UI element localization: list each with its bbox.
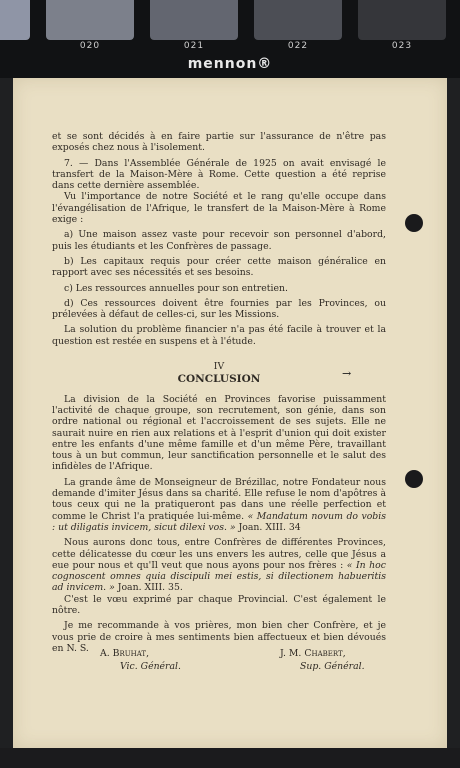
latin-quote: « Mandatum novum do vobis : ut diligatis invicem, sicut dilexi vos. » — [52, 510, 387, 533]
patch-label: 021 — [183, 41, 205, 51]
signatory-title: Vic. Général. — [120, 661, 181, 672]
paragraph — [52, 477, 386, 533]
paragraph-7: 7. — Dans l'Assemblée Générale de 1925 on avait envisagé le transfert de la Maison-Mère à Rome. Cette question a été reprise dans cette dernière assemblée. — [52, 157, 386, 192]
signatory-name: J. M. Chabert, — [280, 648, 346, 659]
document-body — [52, 131, 386, 654]
paragraph: C'est le vœu exprimé par chaque Provincial. C'est également le nôtre. — [52, 593, 386, 616]
color-patch — [46, 0, 134, 40]
paragraph: Vu l'importance de notre Société et le rang qu'elle occupe dans l'évangélisation de l'Afrique, le transfert de la Maison-Mère à Rome exige : — [52, 191, 386, 226]
patch-label: 023 — [391, 41, 413, 51]
punch-hole — [405, 470, 423, 488]
patch-label: 022 — [287, 41, 309, 51]
list-item-a: a) Une maison assez vaste pour recevoir son personnel d'abord, puis les étudiants et les Confrères de passage. — [52, 229, 386, 252]
bible-reference: Joan. XIII. 35. — [114, 582, 183, 594]
color-patch — [254, 0, 342, 40]
color-patch — [150, 0, 238, 40]
list-item-b: b) Les capitaux requis pour créer cette maison généralice en rapport avec ses nécessités et ses besoins. — [52, 255, 386, 279]
paragraph: et se sont décidés à en faire partie sur l'assurance de n'être pas exposés chez nous à l'isolement. — [52, 131, 386, 154]
color-chart-brand: mennon® — [187, 56, 273, 72]
list-item-c: c) Les ressources annuelles pour son entretien. — [64, 282, 288, 294]
paragraph — [52, 537, 386, 593]
list-item-d: d) Ces ressources doivent être fournies par les Provinces, ou prélevées à défaut de celles-ci, sur les Missions. — [52, 297, 386, 321]
background-edge — [0, 748, 460, 768]
bible-reference: Joan. XIII. 34 — [235, 521, 301, 533]
signature-right — [280, 647, 365, 673]
section-number: IV — [213, 361, 225, 373]
signatory-title: Sup. Général. — [300, 661, 365, 672]
text: Nous aurons donc tous, entre Confrères de différentes Provinces, cette délicatesse du cœur les uns envers les autres, celle que Jésus a eue pour nous et qu'Il veut que nous ayons pour nos frères : — [52, 537, 386, 571]
text: La grande âme de Monseigneur de Brézillac, notre Fondateur nous demande d'imiter Jésus dans sa charité. Elle refuse le nom d'apôtres à tous ceux qui ne la pratiqueront pas dans une réelle perfection et comme le Christ l'a pratiquée lui-même. — [52, 476, 386, 522]
color-chart-strip — [0, 0, 460, 78]
closing: Je me recommande à vos prières, mon bien cher Confrère, et je vous prie de croire à mes sentiments bien affectueux et bien dévoués en N. S. — [52, 620, 386, 654]
color-patch — [358, 0, 446, 40]
color-patch — [0, 0, 30, 40]
patch-label: 020 — [79, 41, 101, 51]
signature-left — [100, 647, 181, 673]
ink-mark: → — [342, 367, 352, 380]
paragraph: La solution du problème financier n'a pas été facile à trouver et la question est restée en suspens et à l'étude. — [52, 324, 386, 347]
punch-hole — [405, 214, 423, 232]
signatory-name: A. Bruhat, — [100, 648, 150, 659]
section-title: CONCLUSION — [177, 373, 261, 386]
paragraph: La division de la Société en Provinces favorise puissamment l'activité de chaque groupe, son recrutement, son génie, dans son ordre national ou régional et l'accroissement de ses sujets. Elle ne saurait nuire en rien aux relations et à l'esprit d'union qui doit exister entre les enfants d'une même famille et d'un même Père, travaillant tous à un but commun, leur sanctification personnelle et le salut des infidèles de l'Afrique. — [52, 393, 386, 473]
latin-quote: « In hoc cognoscent omnes quia discipuli mei estis, si dilectionem habueritis ad invicem. » — [52, 559, 386, 594]
